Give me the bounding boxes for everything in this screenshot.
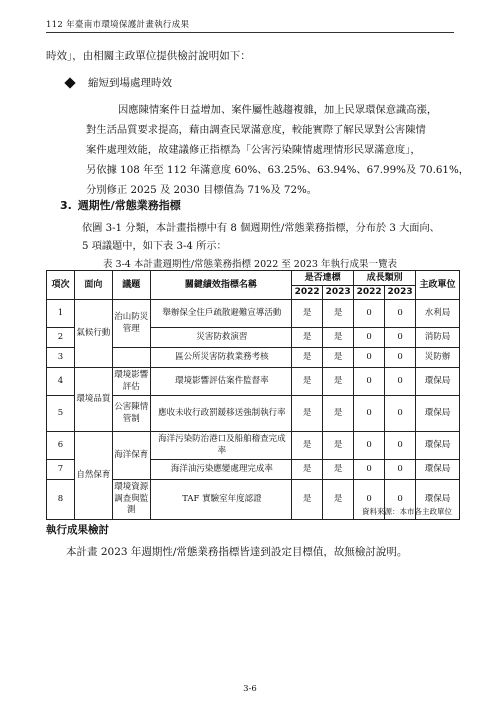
cell-met: 是 [323, 368, 354, 396]
cell-issue: 環境影響評估 [112, 368, 150, 396]
section-title: 週期性/常態業務指標 [77, 199, 181, 212]
cell-met: 是 [292, 396, 323, 432]
cell-unit: 環保局 [416, 368, 460, 396]
table-row [47, 300, 460, 328]
paragraph-line: 因應陳情案件日益增加、案件屬性越趨複雜，加上民眾環保意識高漲， [118, 104, 438, 116]
header-no: 項次 [47, 271, 75, 300]
cell-unit: 環保局 [416, 396, 460, 432]
table-row [47, 432, 460, 460]
cell-met: 是 [323, 348, 354, 368]
header-rule [46, 32, 454, 33]
cell-no: 1 [47, 300, 75, 328]
cell-unit: 消防局 [416, 328, 460, 348]
header-year: 2022 [354, 286, 385, 300]
page-number: 3-6 [243, 684, 257, 694]
cell-no: 6 [47, 432, 75, 460]
cell-growth: 0 [385, 348, 416, 368]
cell-growth: 0 [354, 480, 385, 520]
cell-met: 是 [292, 368, 323, 396]
paragraph-line: 對生活品質要求提高，藉由調查民眾滿意度，較能實際了解民眾對公害陳情 [86, 124, 426, 136]
conclusion-text: 本計畫 2023 年週期性/常態業務指標皆達到設定目標值，故無檢討說明。 [66, 546, 408, 558]
cell-issue: 環境資源調查與監測 [112, 480, 150, 520]
intro-line: 時效」，由相關主政單位提供檢討說明如下： [46, 50, 251, 62]
header-kpi-name: 關鍵績效指標名稱 [150, 271, 292, 300]
cell-met: 是 [292, 348, 323, 368]
cell-unit: 水利局 [416, 300, 460, 328]
paragraph-line: 另依據 108 年至 112 年滿意度 60%、63.25%、63.94%、67.99%及 70.61%， [86, 164, 470, 176]
table-row [47, 368, 460, 396]
header-year: 2023 [323, 286, 354, 300]
paragraph-line: 案件處理效能，故建議修正指標為「公害污染陳情處理情形民眾滿意度」， [86, 144, 421, 156]
cell-no: 5 [47, 396, 75, 432]
cell-growth: 0 [385, 396, 416, 432]
cell-growth: 0 [385, 460, 416, 480]
cell-met: 是 [323, 460, 354, 480]
bullet-item [66, 75, 172, 90]
cell-unit: 災防辦 [416, 348, 460, 368]
cell-met: 是 [292, 300, 323, 328]
cell-met: 是 [292, 480, 323, 520]
cell-met: 是 [292, 460, 323, 480]
section-heading [60, 197, 183, 213]
section-number: 3. [60, 199, 72, 212]
table-caption: 表 3-4 本計畫週期性/常態業務指標 2022 至 2023 年執行成果一覽表 [103, 259, 397, 270]
cell-kpi-name: 區公所災害防救業務考核 [150, 348, 292, 368]
cell-no: 2 [47, 328, 75, 348]
cell-growth: 0 [385, 368, 416, 396]
header-unit: 主政單位 [416, 271, 460, 300]
section-line: 5 項議題中，如下表 3-4 所示： [82, 241, 227, 252]
cell-growth: 0 [385, 432, 416, 460]
cell-kpi-name: 應收未收行政罰鍰移送強制執行率 [150, 396, 292, 432]
cell-met: 是 [323, 328, 354, 348]
cell-growth: 0 [385, 328, 416, 348]
cell-no: 3 [47, 348, 75, 368]
cell-no: 8 [47, 480, 75, 520]
cell-growth: 0 [354, 460, 385, 480]
header-growth: 成長類別 [354, 271, 416, 286]
cell-unit: 環保局 [416, 432, 460, 460]
header-year: 2022 [292, 286, 323, 300]
cell-met: 是 [323, 396, 354, 432]
cell-issue: 治山防災管理 [112, 300, 150, 348]
cell-growth: 0 [354, 432, 385, 460]
cell-kpi-name: 海洋油污染應變處理完成率 [150, 460, 292, 480]
cell-no: 4 [47, 368, 75, 396]
cell-unit: 環保局 [416, 480, 460, 520]
cell-aspect: 氣候行動 [74, 300, 112, 368]
cell-growth: 0 [354, 368, 385, 396]
table-source-note: 資料來源：本市各主政單位 [362, 507, 452, 516]
cell-growth: 0 [354, 348, 385, 368]
cell-met: 是 [323, 432, 354, 460]
bullet-label: 縮短到場處理時效 [88, 77, 172, 89]
header-year: 2023 [385, 286, 416, 300]
diamond-bullet-icon [64, 77, 75, 88]
cell-issue-empty [112, 348, 150, 368]
cell-no: 7 [47, 460, 75, 480]
cell-met: 是 [292, 328, 323, 348]
cell-issue: 海洋保育 [112, 432, 150, 480]
subsection-heading: 執行成果檢討 [46, 524, 109, 536]
cell-aspect: 自然保育 [74, 432, 112, 520]
cell-unit: 環保局 [416, 460, 460, 480]
cell-aspect: 環境品質 [74, 368, 112, 432]
header-met: 是否達標 [292, 271, 354, 286]
cell-kpi-name: 舉辦保全住戶疏散避難宣導活動 [150, 300, 292, 328]
header-aspect: 面向 [74, 271, 112, 300]
cell-kpi-name: TAF 實驗室年度認證 [150, 480, 292, 520]
cell-issue: 公害陳情管制 [112, 396, 150, 432]
cell-kpi-name: 海洋污染防治港口及船舶稽查完成率 [150, 432, 292, 460]
cell-growth: 0 [354, 328, 385, 348]
cell-growth: 0 [354, 300, 385, 328]
cell-growth: 0 [385, 480, 416, 520]
cell-met: 是 [292, 432, 323, 460]
paragraph-line: 分別修正 2025 及 2030 目標值為 71%及 72%。 [86, 184, 318, 196]
header-issue: 議題 [112, 271, 150, 300]
cell-met: 是 [323, 300, 354, 328]
cell-met: 是 [323, 480, 354, 520]
cell-kpi-name: 災害防救演習 [150, 328, 292, 348]
running-header: 112 年臺南市環境保護計畫執行成果 [46, 20, 190, 30]
section-line: 依圖 3-1 分類，本計畫指標中有 8 個週期性/常態業務指標，分布於 3 大面向、 [82, 223, 440, 234]
performance-table [46, 270, 460, 520]
cell-growth: 0 [354, 396, 385, 432]
cell-kpi-name: 環境影響評估案件監督率 [150, 368, 292, 396]
cell-growth: 0 [385, 300, 416, 328]
